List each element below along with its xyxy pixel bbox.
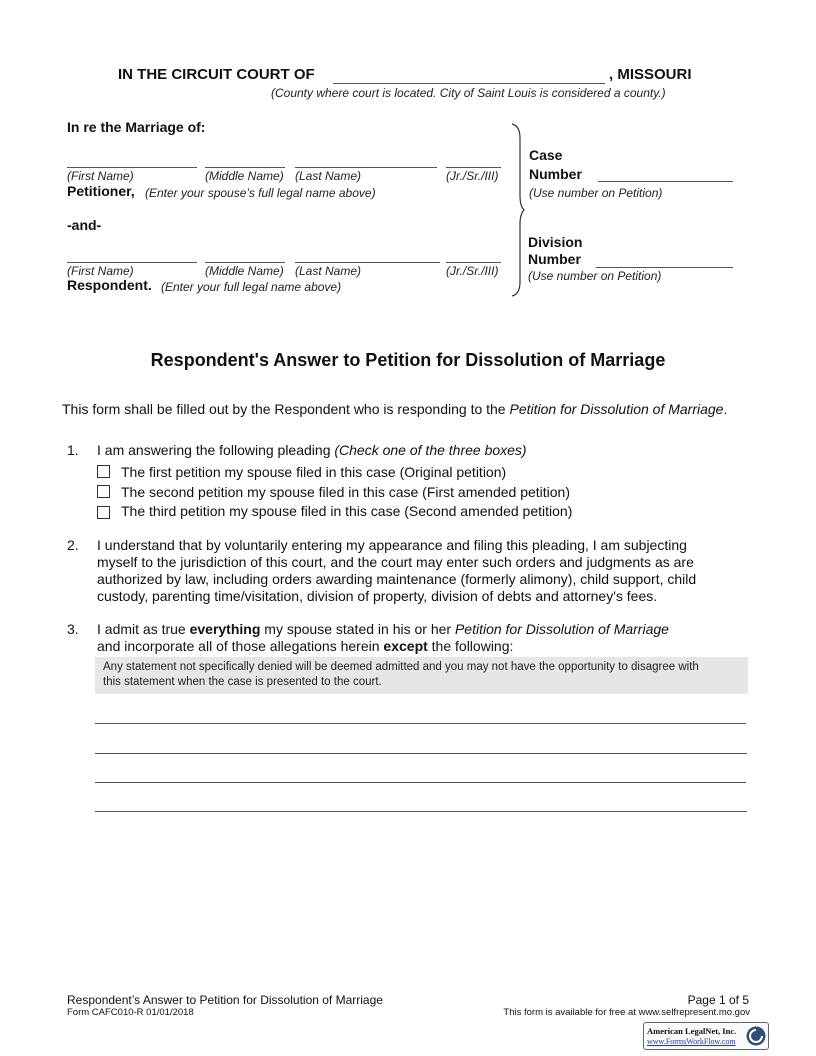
- item3-text-everything: everything: [189, 621, 261, 637]
- petitioner-last-name-label: (Last Name): [295, 169, 362, 183]
- intro-text-end: .: [723, 401, 728, 417]
- court-heading-prefix: IN THE CIRCUIT COURT OF: [118, 66, 315, 83]
- case-label-1: Case: [529, 147, 563, 163]
- item2-line-4: custody, parenting time/visitation, division of property, division of debts and attorney's fees.: [97, 588, 658, 604]
- item3-text-c: my spouse stated in his or her: [260, 621, 455, 637]
- item3-line-2: [97, 638, 513, 655]
- respondent-note: (Enter your full legal name above): [161, 280, 342, 294]
- exception-line-2[interactable]: [95, 753, 747, 754]
- respondent-suffix-field[interactable]: [446, 262, 501, 263]
- item1-text-plain: I am answering the following pleading: [97, 442, 335, 458]
- item2-line-1: I understand that by voluntarily entering my appearance and filing this pleading, I am subjecting: [97, 537, 687, 553]
- exception-line-3[interactable]: [95, 782, 746, 783]
- logo-swirl-icon: [745, 1025, 767, 1047]
- county-field[interactable]: [333, 83, 605, 84]
- division-label-1: Division: [528, 234, 583, 250]
- respondent-first-name-label: (First Name): [67, 264, 134, 278]
- petitioner-suffix-field[interactable]: [446, 167, 501, 168]
- item2-line-3: authorized by law, including orders awarding maintenance (formerly alimony), child support, child: [97, 571, 697, 587]
- petitioner-last-name-field[interactable]: [295, 167, 437, 168]
- respondent-label: Respondent.: [67, 277, 152, 293]
- and-label: -and-: [67, 217, 102, 233]
- petitioner-first-name-field[interactable]: [67, 167, 197, 168]
- caption-brace: [506, 122, 526, 298]
- footer-form-id: Form CAFC010-R 01/01/2018: [67, 1007, 194, 1018]
- item3-text-g: the following:: [427, 638, 514, 654]
- respondent-last-name-field[interactable]: [295, 262, 440, 263]
- court-heading-suffix: , MISSOURI: [609, 66, 692, 83]
- item2-line-2: myself to the jurisdiction of this court, and the court may enter such orders and judgments as are: [97, 554, 694, 570]
- admission-warning-line-1: Any statement not specifically denied will be deemed admitted and you may not have the opportunity to disagree with: [103, 661, 699, 673]
- petitioner-middle-name-field[interactable]: [205, 167, 285, 168]
- footer-availability: This form is available for free at www.selfrepresent.mo.gov: [503, 1007, 750, 1018]
- respondent-last-name-label: (Last Name): [295, 264, 362, 278]
- respondent-first-name-field[interactable]: [67, 262, 197, 263]
- petitioner-middle-name-label: (Middle Name): [205, 169, 284, 183]
- division-note: (Use number on Petition): [528, 269, 662, 283]
- footer-form-title: Respondent’s Answer to Petition for Dissolution of Marriage: [67, 993, 383, 1007]
- item3-text-petition: Petition for Dissolution of Marriage: [454, 621, 669, 637]
- item1-text-italic: (Check one of the three boxes): [334, 442, 527, 458]
- petitioner-suffix-label: (Jr./Sr./III): [446, 169, 499, 183]
- intro-text: [62, 401, 727, 418]
- legalnet-logo[interactable]: [643, 1022, 769, 1050]
- case-number-field[interactable]: [598, 181, 733, 182]
- intro-text-italic: Petition for Dissolution of Marriage: [509, 401, 724, 417]
- county-note: (County where court is located. City of Saint Louis is considered a county.): [271, 86, 666, 100]
- case-note: (Use number on Petition): [529, 186, 663, 200]
- item1-number: 1.: [67, 442, 79, 458]
- respondent-middle-name-label: (Middle Name): [205, 264, 284, 278]
- footer-page-number: Page 1 of 5: [687, 993, 749, 1007]
- admission-warning-line-2: this statement when the case is presented to the court.: [103, 676, 382, 688]
- option-second-amended-petition: The third petition my spouse filed in this case (Second amended petition): [121, 503, 573, 519]
- option-first-amended-petition: The second petition my spouse filed in this case (First amended petition): [121, 484, 571, 500]
- petitioner-label: Petitioner,: [67, 183, 135, 199]
- respondent-suffix-label: (Jr./Sr./III): [446, 264, 499, 278]
- item3-number: 3.: [67, 621, 79, 637]
- petitioner-note: (Enter your spouse’s full legal name above): [145, 186, 376, 200]
- respondent-middle-name-field[interactable]: [205, 262, 285, 263]
- exception-line-4[interactable]: [95, 811, 747, 812]
- item1-text: [97, 442, 527, 459]
- checkbox-first-amended-petition[interactable]: [97, 485, 110, 498]
- item3-text-except: except: [383, 638, 428, 654]
- item2-number: 2.: [67, 537, 79, 553]
- division-label-2: Number: [528, 251, 581, 267]
- intro-text-plain: This form shall be filled out by the Respondent who is responding to the: [62, 401, 510, 417]
- document-title: Respondent's Answer to Petition for Dissolution of Marriage: [150, 350, 666, 370]
- petitioner-first-name-label: (First Name): [67, 169, 134, 183]
- logo-line-1: American LegalNet, Inc.: [647, 1026, 737, 1036]
- checkbox-original-petition[interactable]: [97, 465, 110, 478]
- item3-text-e: and incorporate all of those allegations herein: [97, 638, 384, 654]
- option-original-petition: The first petition my spouse filed in this case (Original petition): [121, 464, 507, 480]
- logo-line-2: www.FormsWorkFlow.com: [647, 1037, 736, 1046]
- item3-line-1: [97, 621, 669, 638]
- checkbox-second-amended-petition[interactable]: [97, 506, 110, 519]
- division-number-field[interactable]: [596, 267, 733, 268]
- item3-text-a: I admit as true: [97, 621, 190, 637]
- exception-line-1[interactable]: [95, 723, 746, 724]
- case-label-2: Number: [529, 166, 582, 182]
- in-re-label: In re the Marriage of:: [67, 119, 206, 135]
